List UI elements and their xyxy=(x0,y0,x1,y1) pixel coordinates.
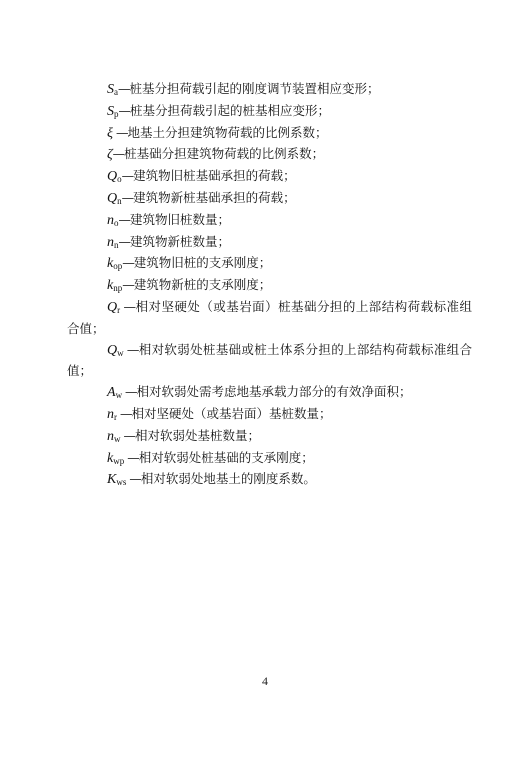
definition-item xyxy=(67,101,472,123)
definition-item xyxy=(67,275,472,297)
symbol-definition-list xyxy=(67,79,472,491)
definition-item xyxy=(67,426,472,448)
definition-text: 建筑物旧桩基础承担的荷载； xyxy=(133,168,296,184)
dash: — xyxy=(118,233,130,249)
dash: — xyxy=(126,471,141,487)
definition-text: 建筑物旧桩的支承刚度； xyxy=(133,255,272,271)
definition-text: 建筑物旧桩数量； xyxy=(130,211,231,227)
definition-item xyxy=(67,232,472,254)
dash: — xyxy=(122,277,134,293)
definition-text: 相对软弱处基桩数量； xyxy=(134,427,260,443)
symbol-letter: S xyxy=(107,82,114,97)
definition-text: 地基土分担建筑物荷载的比例系数； xyxy=(127,124,328,140)
definition-item xyxy=(67,469,472,491)
symbol xyxy=(107,407,117,422)
dash: — xyxy=(118,102,130,118)
symbol xyxy=(107,300,120,315)
dash: — xyxy=(118,81,130,96)
definition-item xyxy=(67,448,472,470)
symbol xyxy=(107,169,122,184)
symbol-letter: k xyxy=(107,278,114,294)
definition-text: 桩基分担荷载引起的桩基相应变形； xyxy=(130,102,331,118)
symbol-letter: n xyxy=(107,406,114,422)
definition-item xyxy=(67,210,472,232)
dash: — xyxy=(118,211,130,227)
symbol-letter: Q xyxy=(107,299,118,315)
symbol-letter: k xyxy=(107,256,114,272)
dash: — xyxy=(121,189,134,205)
symbol-letter: A xyxy=(107,385,116,401)
symbol-letter: S xyxy=(107,103,114,119)
symbol-subscript: n xyxy=(117,195,122,206)
symbol xyxy=(107,472,126,487)
definition-item xyxy=(67,166,472,188)
symbol-subscript: ws xyxy=(116,477,127,488)
symbol-subscript: w xyxy=(115,390,123,401)
definition-text: 建筑物新桩基础承担的荷载； xyxy=(133,189,296,205)
symbol xyxy=(107,429,121,444)
definition-item xyxy=(67,123,472,145)
symbol-letter: n xyxy=(107,212,114,228)
definition-item xyxy=(67,297,472,340)
definition-text: 相对软弱处桩基础或桩土体系分担的上部结构荷载标准组合值； xyxy=(67,341,472,379)
dash: — xyxy=(112,146,125,162)
symbol-letter: Q xyxy=(107,342,118,358)
symbol-letter: ζ xyxy=(107,147,113,163)
symbol-subscript: o xyxy=(114,217,119,228)
definition-text: 相对坚硬处（或基岩面）基桩数量； xyxy=(131,405,332,421)
dash: — xyxy=(121,168,134,184)
dash: — xyxy=(113,124,128,140)
symbol-letter: Q xyxy=(107,190,118,206)
dash: — xyxy=(124,449,139,465)
symbol-letter: ξ xyxy=(107,125,113,141)
symbol-letter: k xyxy=(107,450,114,466)
definition-text: 相对坚硬处（或基岩面）桩基础分担的上部结构荷载标准组合值； xyxy=(67,298,472,336)
symbol xyxy=(107,343,124,358)
symbol-subscript: wp xyxy=(113,455,125,466)
symbol xyxy=(107,235,119,250)
definition-text: 相对软弱处地基土的刚度系数。 xyxy=(140,471,316,487)
dash: — xyxy=(117,405,132,421)
definition-text: 桩基分担荷载引起的刚度调节装置相应变形； xyxy=(129,81,380,96)
symbol-subscript: w xyxy=(117,347,124,358)
symbol xyxy=(107,82,118,97)
symbol-letter: K xyxy=(107,472,117,488)
definition-item xyxy=(67,404,472,426)
definition-item xyxy=(67,382,472,404)
symbol-subscript: n xyxy=(114,239,119,250)
symbol xyxy=(107,451,124,466)
definition-item xyxy=(67,253,472,275)
definition-item xyxy=(67,340,472,383)
symbol xyxy=(107,213,119,228)
definition-text: 桩基础分担建筑物荷载的比例系数； xyxy=(124,146,325,162)
symbol-subscript: o xyxy=(117,174,122,185)
symbol-subscript: a xyxy=(114,87,118,97)
dash: — xyxy=(122,255,134,271)
definition-text: 相对软弱处桩基础的支承刚度； xyxy=(138,449,314,465)
symbol-subscript: np xyxy=(113,283,123,294)
symbol-subscript: p xyxy=(114,108,119,119)
dash: — xyxy=(120,427,135,443)
definition-item xyxy=(67,144,472,166)
symbol-subscript: r xyxy=(114,411,117,422)
symbol xyxy=(107,256,122,271)
symbol-letter: n xyxy=(107,234,114,250)
symbol-subscript: op xyxy=(113,261,123,272)
definition-text: 建筑物新桩数量； xyxy=(130,233,231,249)
symbol-letter: n xyxy=(107,428,114,444)
definition-text: 建筑物新桩的支承刚度； xyxy=(133,277,272,293)
definition-item xyxy=(67,79,472,101)
definition-text: 相对软弱处需考虑地基承载力部分的有效净面积； xyxy=(136,384,412,400)
definition-item xyxy=(67,188,472,210)
symbol-subscript: r xyxy=(117,304,121,315)
dash: — xyxy=(123,341,139,357)
symbol-subscript: w xyxy=(114,433,121,444)
page-number: 4 xyxy=(262,674,268,688)
symbol xyxy=(107,104,119,119)
symbol xyxy=(107,191,122,206)
dash: — xyxy=(122,384,137,400)
symbol-letter: Q xyxy=(107,169,118,185)
symbol xyxy=(107,385,122,400)
dash: — xyxy=(120,298,136,314)
symbol xyxy=(107,278,122,293)
